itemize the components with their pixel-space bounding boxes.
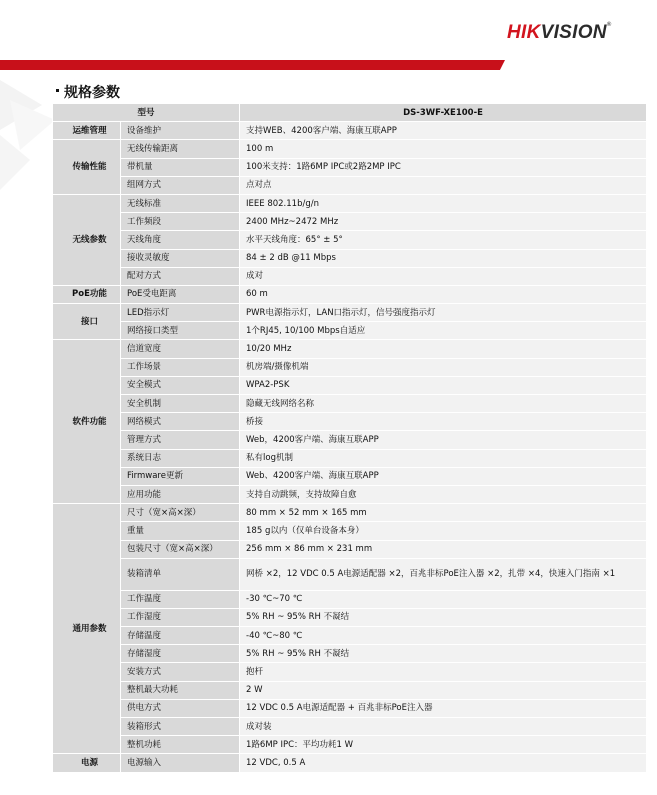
attribute-cell: 无线传输距离 <box>121 140 240 158</box>
value-cell: 1路6MP IPC：平均功耗1 W <box>240 736 647 754</box>
value-cell: Web，4200客户端、海康互联APP <box>240 431 647 449</box>
attribute-cell: 整机最大功耗 <box>121 681 240 699</box>
category-cell: 通用参数 <box>53 504 121 754</box>
value-cell: PWR电源指示灯，LAN口指示灯，信号强度指示灯 <box>240 304 647 322</box>
table-row <box>53 213 647 231</box>
table-row <box>53 558 647 590</box>
value-cell: 256 mm × 86 mm × 231 mm <box>240 540 647 558</box>
value-cell: 60 m <box>240 285 647 303</box>
attribute-cell: 整机功耗 <box>121 736 240 754</box>
attribute-cell: 无线标准 <box>121 194 240 212</box>
table-row <box>53 249 647 267</box>
value-cell: WPA2-PSK <box>240 376 647 394</box>
category-cell: PoE功能 <box>53 285 121 303</box>
table-row <box>53 608 647 626</box>
attribute-cell: PoE受电距离 <box>121 285 240 303</box>
logo-registered: ® <box>606 22 612 28</box>
value-cell: 185 g以内（仅单台设备本身） <box>240 522 647 540</box>
attribute-cell: 安全模式 <box>121 376 240 394</box>
table-row <box>53 267 647 285</box>
watermark-graphic <box>0 60 60 200</box>
table-row <box>53 140 647 158</box>
table-row <box>53 681 647 699</box>
attribute-cell: 网络模式 <box>121 413 240 431</box>
table-row <box>53 358 647 376</box>
value-cell: 点对点 <box>240 176 647 194</box>
value-cell: 成对装 <box>240 718 647 736</box>
attribute-cell: 工作场景 <box>121 358 240 376</box>
attribute-cell: 网络接口类型 <box>121 322 240 340</box>
value-cell: 2400 MHz~2472 MHz <box>240 213 647 231</box>
attribute-cell: 重量 <box>121 522 240 540</box>
attribute-cell: 管理方式 <box>121 431 240 449</box>
attribute-cell: 安装方式 <box>121 663 240 681</box>
attribute-cell: 天线角度 <box>121 231 240 249</box>
table-row <box>53 231 647 249</box>
table-row <box>53 627 647 645</box>
attribute-cell: 组网方式 <box>121 176 240 194</box>
table-row <box>53 122 647 140</box>
value-cell: 10/20 MHz <box>240 340 647 358</box>
value-cell: 80 mm × 52 mm × 165 mm <box>240 504 647 522</box>
attribute-cell: 应用功能 <box>121 485 240 503</box>
logo-hik: HIK <box>507 22 541 43</box>
category-cell: 电源 <box>53 754 121 772</box>
value-cell: IEEE 802.11b/g/n <box>240 194 647 212</box>
table-row <box>53 754 647 772</box>
attribute-cell: 配对方式 <box>121 267 240 285</box>
section-title: 规格参数 <box>64 85 120 101</box>
table-row <box>53 194 647 212</box>
value-cell: 机房端/摄像机端 <box>240 358 647 376</box>
attribute-cell: 信道宽度 <box>121 340 240 358</box>
header-red-bar <box>0 60 505 70</box>
hikvision-logo <box>507 22 612 44</box>
attribute-cell: 包装尺寸（宽×高×深） <box>121 540 240 558</box>
attribute-cell: 供电方式 <box>121 699 240 717</box>
attribute-cell: 工作频段 <box>121 213 240 231</box>
table-row <box>53 285 647 303</box>
value-cell: 私有log机制 <box>240 449 647 467</box>
table-row <box>53 663 647 681</box>
table-row <box>53 176 647 194</box>
table-row <box>53 340 647 358</box>
table-header-row <box>53 104 647 122</box>
logo-vision: VISION <box>540 22 607 43</box>
category-cell: 接口 <box>53 304 121 340</box>
value-cell: 12 VDC 0.5 A电源适配器 + 百兆非标PoE注入器 <box>240 699 647 717</box>
table-row <box>53 590 647 608</box>
value-cell: 5% RH ~ 95% RH 不凝结 <box>240 608 647 626</box>
title-bullet <box>56 89 59 92</box>
value-cell: 隐藏无线网络名称 <box>240 395 647 413</box>
table-row <box>53 322 647 340</box>
spec-table <box>52 103 647 773</box>
value-cell: -40 ℃~80 ℃ <box>240 627 647 645</box>
value-cell: 100米支持：1路6MP IPC或2路2MP IPC <box>240 158 647 176</box>
attribute-cell: LED指示灯 <box>121 304 240 322</box>
attribute-cell: 装箱形式 <box>121 718 240 736</box>
table-row <box>53 158 647 176</box>
attribute-cell: 接收灵敏度 <box>121 249 240 267</box>
attribute-cell: 装箱清单 <box>121 558 240 590</box>
value-cell: 成对 <box>240 267 647 285</box>
table-row <box>53 522 647 540</box>
value-cell: Web、4200客户端、海康互联APP <box>240 467 647 485</box>
attribute-cell: 电源输入 <box>121 754 240 772</box>
table-row <box>53 718 647 736</box>
table-row <box>53 376 647 394</box>
attribute-cell: 工作温度 <box>121 590 240 608</box>
category-cell: 软件功能 <box>53 340 121 504</box>
category-cell: 运维管理 <box>53 122 121 140</box>
value-cell: 支持WEB、4200客户端、海康互联APP <box>240 122 647 140</box>
value-cell: 1个RJ45, 10/100 Mbps自适应 <box>240 322 647 340</box>
value-cell: 2 W <box>240 681 647 699</box>
table-row <box>53 395 647 413</box>
category-cell: 无线参数 <box>53 194 121 285</box>
table-row <box>53 449 647 467</box>
attribute-cell: 存储温度 <box>121 627 240 645</box>
attribute-cell: 带机量 <box>121 158 240 176</box>
attribute-cell: Firmware更新 <box>121 467 240 485</box>
attribute-cell: 安全机制 <box>121 395 240 413</box>
table-row <box>53 485 647 503</box>
table-row <box>53 504 647 522</box>
attribute-cell: 工作湿度 <box>121 608 240 626</box>
model-value: DS-3WF-XE100-E <box>240 104 647 122</box>
table-row <box>53 699 647 717</box>
value-cell: 5% RH ~ 95% RH 不凝结 <box>240 645 647 663</box>
table-row <box>53 413 647 431</box>
table-row <box>53 645 647 663</box>
attribute-cell: 存储湿度 <box>121 645 240 663</box>
table-row <box>53 304 647 322</box>
value-cell: 100 m <box>240 140 647 158</box>
value-cell: 84 ± 2 dB @11 Mbps <box>240 249 647 267</box>
value-cell: -30 ℃~70 ℃ <box>240 590 647 608</box>
value-cell: 桥接 <box>240 413 647 431</box>
model-label: 型号 <box>53 104 240 122</box>
value-cell: 水平天线角度：65° ± 5° <box>240 231 647 249</box>
table-row <box>53 736 647 754</box>
table-row <box>53 467 647 485</box>
value-cell: 支持自动跳频，支持故障自愈 <box>240 485 647 503</box>
category-cell: 传输性能 <box>53 140 121 195</box>
value-cell: 网桥 ×2，12 VDC 0.5 A电源适配器 ×2，百兆非标PoE注入器 ×2，扎带 ×4，快速入门指南 ×1 <box>240 558 647 590</box>
value-cell: 12 VDC, 0.5 A <box>240 754 647 772</box>
attribute-cell: 设备维护 <box>121 122 240 140</box>
attribute-cell: 尺寸（宽×高×深） <box>121 504 240 522</box>
attribute-cell: 系统日志 <box>121 449 240 467</box>
table-row <box>53 540 647 558</box>
value-cell: 抱杆 <box>240 663 647 681</box>
table-row <box>53 431 647 449</box>
